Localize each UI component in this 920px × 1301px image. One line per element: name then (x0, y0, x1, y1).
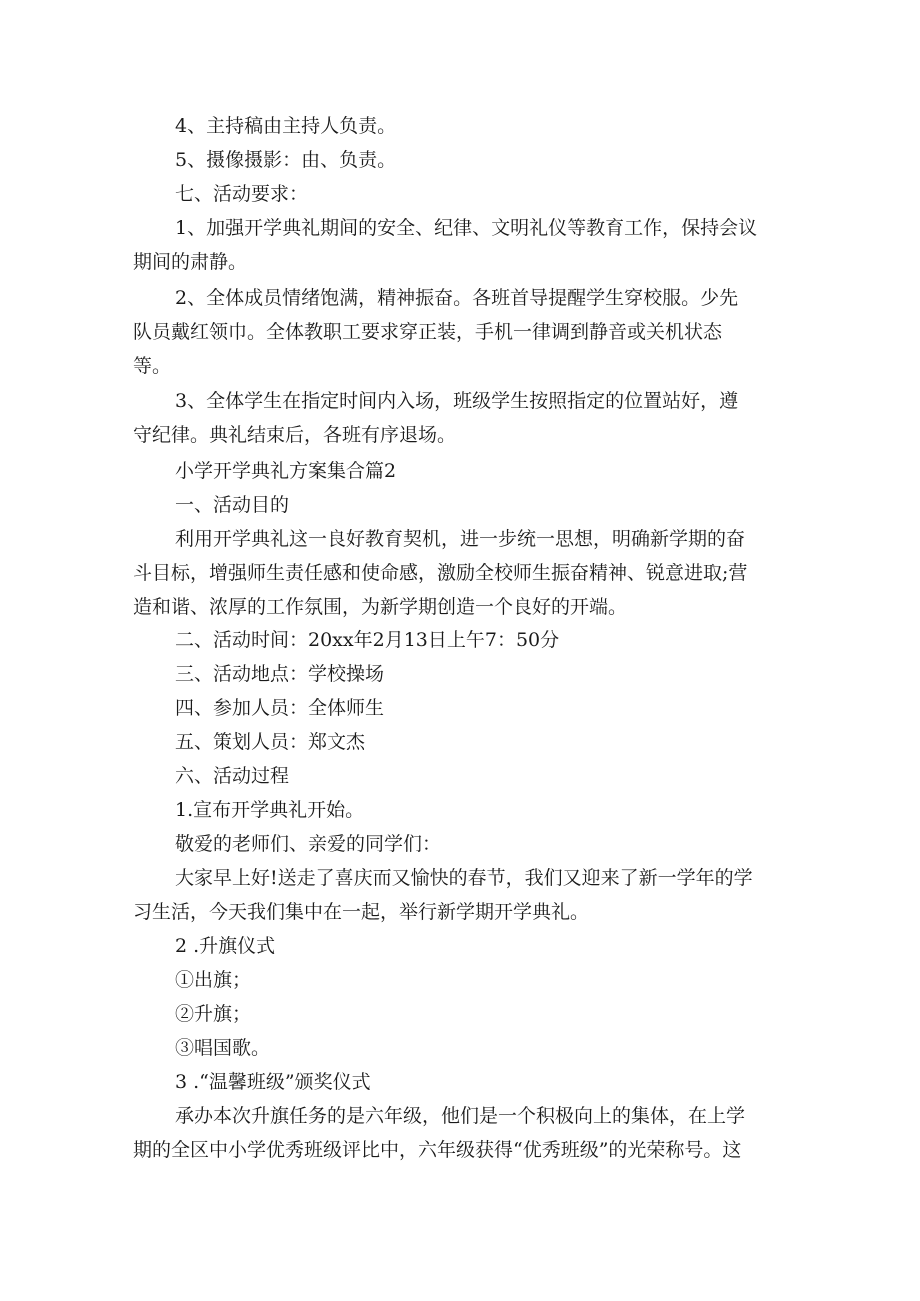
text-line: 3、全体学生在指定时间内入场，班级学生按照指定的位置站好，遵 (175, 390, 739, 412)
text-line: 利用开学典礼这一良好教育契机，进一步统一思想，明确新学期的奋 (175, 528, 746, 550)
text-line: 斗目标，增强师生责任感和使命感，激励全校师生振奋精神、锐意进取;营 (133, 562, 748, 584)
list-item: ③唱国歌。 (175, 1037, 271, 1059)
text-line: 队员戴红领巾。全体教职工要求穿正装，手机一律调到静音或关机状态 (133, 321, 723, 343)
text-line: 1.宣布开学典礼开始。 (175, 799, 365, 821)
section-heading: 一、活动目的 (175, 494, 290, 516)
text-line: 习生活，今天我们集中在一起，举行新学期开学典礼。 (133, 901, 590, 923)
text-line: 承办本次升旗任务的是六年级，他们是一个积极向上的集体，在上学 (175, 1105, 746, 1127)
text-line: 5、摄像摄影：由、负责。 (175, 149, 397, 171)
section-heading: 二、活动时间：20xx年2月13日上午7：50分 (175, 629, 560, 651)
article-title: 小学开学典礼方案集合篇2 (175, 460, 397, 482)
text-line: 3 .“温馨班级”颁奖仪式 (175, 1071, 371, 1093)
text-line: 期间的肃静。 (133, 251, 248, 273)
text-line: 造和谐、浓厚的工作氛围，为新学期创造一个良好的开端。 (133, 596, 628, 618)
list-item: ①出旗； (175, 969, 252, 991)
text-line: 敬爱的老师们、亲爱的同学们： (175, 833, 442, 855)
section-heading: 七、活动要求： (175, 183, 309, 205)
section-heading: 五、策划人员：郑文杰 (175, 731, 366, 753)
text-line: 等。 (133, 355, 172, 377)
text-line: 4、主持稿由主持人负责。 (175, 115, 397, 137)
text-line: 2 .升旗仪式 (175, 935, 276, 957)
section-heading: 六、活动过程 (175, 765, 290, 787)
list-item: ②升旗； (175, 1003, 252, 1025)
text-line: 守纪律。典礼结束后，各班有序退场。 (133, 424, 457, 446)
text-line: 2、全体成员情绪饱满，精神振奋。各班首导提醒学生穿校服。少先 (175, 287, 739, 309)
text-line: 期的全区中小学优秀班级评比中，六年级获得“优秀班级”的光荣称号。这 (133, 1139, 742, 1161)
section-heading: 四、参加人员：全体师生 (175, 697, 385, 719)
section-heading: 三、活动地点：学校操场 (175, 663, 385, 685)
text-line: 1、加强开学典礼期间的安全、纪律、文明礼仪等教育工作，保持会议 (175, 217, 758, 239)
text-line: 大家早上好!送走了喜庆而又愉快的春节，我们又迎来了新一学年的学 (175, 867, 753, 889)
